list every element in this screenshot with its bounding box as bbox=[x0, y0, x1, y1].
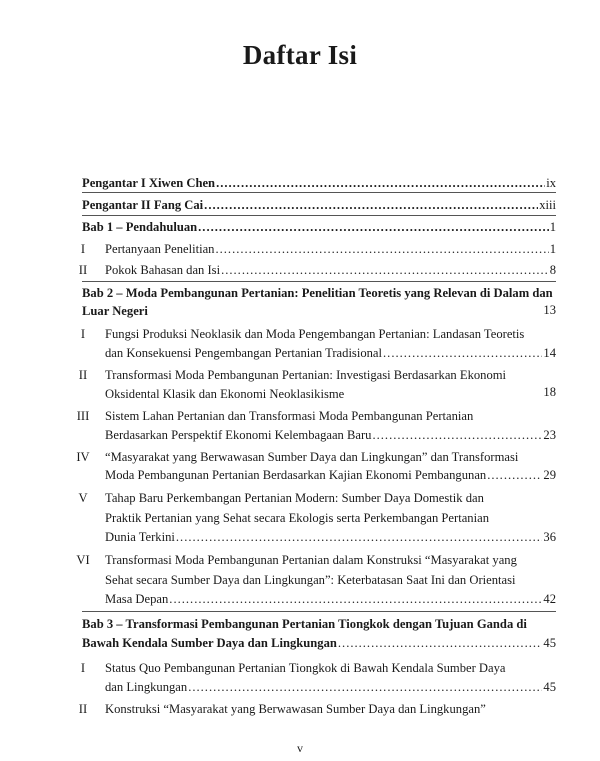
toc-entry-title: Masa Depan bbox=[105, 592, 169, 606]
leader-dots bbox=[204, 197, 538, 213]
leader-dots bbox=[372, 427, 542, 443]
toc-entry-bab-2-v-cont[interactable]: Praktik Pertanian yang Sehat secara Ekologis serta Perkembangan Pertanian bbox=[105, 511, 489, 525]
leader-dots bbox=[176, 529, 543, 545]
toc-page-number: 18 bbox=[543, 385, 556, 399]
toc-entry-bab-1-ii[interactable] bbox=[105, 262, 556, 278]
toc-page-number: xiii bbox=[539, 198, 556, 212]
toc-entry-bab-2-iv[interactable]: “Masyarakat yang Berwawasan Sumber Daya dan Lingkungan” dan Transformasi bbox=[105, 450, 519, 464]
toc-page-number: 23 bbox=[543, 428, 556, 442]
leader-dots bbox=[188, 679, 542, 695]
leader-dots bbox=[338, 635, 543, 651]
leader-dots bbox=[169, 591, 542, 607]
toc-entry-title: Pengantar I Xiwen Chen bbox=[82, 176, 216, 190]
toc-entry-bab-2-ii-cont[interactable]: Oksidental Klasik dan Ekonomi Neoklasikisme bbox=[105, 387, 345, 401]
leader-dots bbox=[215, 241, 548, 257]
page-number: v bbox=[297, 741, 303, 755]
toc-page-number: 8 bbox=[549, 263, 556, 277]
leader-dots bbox=[216, 175, 545, 191]
toc-entry-title: Pertanyaan Penelitian bbox=[105, 242, 215, 256]
toc-entry-bab-3-cont[interactable] bbox=[82, 635, 556, 651]
toc-entry-title: Pengantar II Fang Cai bbox=[82, 198, 204, 212]
leader-dots bbox=[487, 467, 542, 483]
leader-dots bbox=[198, 219, 549, 235]
toc-entry-title: dan Lingkungan bbox=[105, 680, 188, 694]
toc-page-number: 45 bbox=[543, 680, 556, 694]
divider bbox=[82, 281, 556, 282]
toc-roman-numeral: I bbox=[80, 661, 86, 675]
toc-entry-bab-2-vi[interactable]: Transformasi Moda Pembangunan Pertanian dalam Konstruksi “Masyarakat yang bbox=[105, 553, 517, 567]
toc-entry-bab-2-iii[interactable]: Sistem Lahan Pertanian dan Transformasi Moda Pembangunan Pertanian bbox=[105, 409, 474, 423]
toc-entry-bab-1[interactable] bbox=[82, 219, 556, 235]
toc-entry-bab-2-iv-cont[interactable] bbox=[105, 467, 556, 483]
toc-page-number: 42 bbox=[543, 592, 556, 606]
toc-entry-bab-1-i[interactable] bbox=[105, 241, 556, 257]
divider bbox=[82, 215, 556, 216]
toc-entry-pengantar-1[interactable] bbox=[82, 175, 556, 191]
toc-entry-bab-3-i[interactable]: Status Quo Pembangunan Pertanian Tiongkok di Bawah Kendala Sumber Daya bbox=[105, 661, 506, 675]
toc-entry-bab-3-ii[interactable]: Konstruksi “Masyarakat yang Berwawasan Sumber Daya dan Lingkungan” bbox=[105, 702, 486, 716]
toc-entry-bab-2-vi-cont[interactable]: Sehat secara Sumber Daya dan Lingkungan”: Keterbatasan Saat Ini dan Orientasi bbox=[105, 573, 516, 587]
toc-entry-title: Moda Pembangunan Pertanian Berdasarkan Kajian Ekonomi Pembangunan bbox=[105, 468, 487, 482]
toc-entry-bab-2-i[interactable]: Fungsi Produksi Neoklasik dan Moda Pengembangan Pertanian: Landasan Teoretis bbox=[105, 327, 525, 341]
toc-entry-title: Berdasarkan Perspektif Ekonomi Kelembagaan Baru bbox=[105, 428, 372, 442]
toc-entry-bab-2-ii[interactable]: Transformasi Moda Pembangunan Pertanian: Investigasi Berdasarkan Ekonomi bbox=[105, 368, 507, 382]
toc-page-number: 29 bbox=[543, 468, 556, 482]
leader-dots bbox=[221, 262, 549, 278]
toc-roman-numeral: V bbox=[78, 491, 88, 505]
toc-page-number: 1 bbox=[549, 242, 556, 256]
toc-entry-title: Bab 1 – Pendahuluan bbox=[82, 220, 198, 234]
leader-dots bbox=[383, 345, 542, 361]
toc-roman-numeral: II bbox=[78, 263, 88, 277]
toc-entry-bab-3[interactable]: Bab 3 – Transformasi Pembangunan Pertanian Tiongkok dengan Tujuan Ganda di bbox=[82, 617, 527, 631]
toc-page-number: ix bbox=[546, 176, 556, 190]
toc-page-number: 1 bbox=[549, 220, 556, 234]
toc-entry-bab-2[interactable]: Bab 2 – Moda Pembangunan Pertanian: Penelitian Teoretis yang Relevan di Dalam dan bbox=[82, 286, 553, 300]
toc-page-number: 13 bbox=[543, 303, 556, 317]
toc-roman-numeral: II bbox=[78, 368, 88, 382]
toc-entry-bab-2-v[interactable]: Tahap Baru Perkembangan Pertanian Modern: Sumber Daya Domestik dan bbox=[105, 491, 484, 505]
toc-entry-bab-2-vi-cont2[interactable] bbox=[105, 591, 556, 607]
toc-roman-numeral: III bbox=[76, 409, 90, 423]
toc-roman-numeral: VI bbox=[76, 553, 90, 567]
divider bbox=[82, 611, 556, 612]
page-title: Daftar Isi bbox=[242, 40, 358, 70]
toc-roman-numeral: I bbox=[80, 327, 86, 341]
divider bbox=[82, 192, 556, 193]
toc-entry-title: dan Konsekuensi Pengembangan Pertanian Tradisional bbox=[105, 346, 383, 360]
toc-entry-bab-2-cont[interactable]: Luar Negeri bbox=[82, 304, 148, 318]
toc-entry-bab-2-iii-cont[interactable] bbox=[105, 427, 556, 443]
toc-entry-bab-2-i-cont[interactable] bbox=[105, 345, 556, 361]
toc-entry-title: Dunia Terkini bbox=[105, 530, 175, 544]
toc-entry-bab-2-v-cont2[interactable] bbox=[105, 529, 556, 545]
toc-roman-numeral: IV bbox=[76, 450, 90, 464]
toc-entry-title: Bawah Kendala Sumber Daya dan Lingkungan bbox=[82, 636, 337, 650]
toc-roman-numeral: II bbox=[78, 702, 88, 716]
toc-page-number: 14 bbox=[543, 346, 556, 360]
toc-entry-pengantar-2[interactable] bbox=[82, 197, 556, 213]
toc-entry-title: Pokok Bahasan dan Isi bbox=[105, 263, 221, 277]
toc-page-number: 36 bbox=[543, 530, 556, 544]
toc-entry-bab-3-i-cont[interactable] bbox=[105, 679, 556, 695]
toc-roman-numeral: I bbox=[80, 242, 86, 256]
toc-page-number: 45 bbox=[543, 636, 556, 650]
